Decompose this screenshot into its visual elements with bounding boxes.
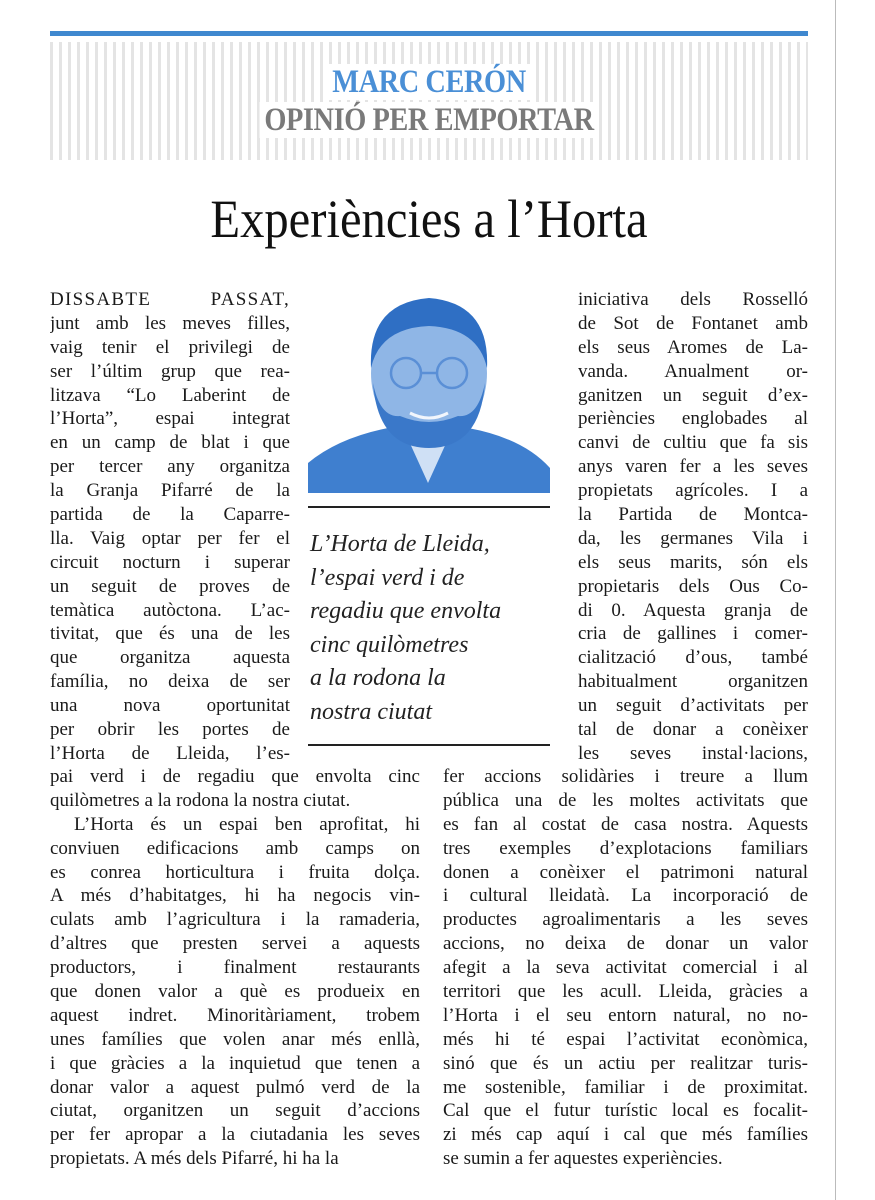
author-name [103,64,755,101]
header-band [50,42,808,160]
text-line: l’Horta”, espai integrat [50,408,290,430]
text-line: pública una de les moltes activitats que [443,789,808,811]
text-line: propietats agrícoles. I a [578,480,808,502]
text-line: quilòmetres a la rodona la nostra ciutat. [50,789,351,811]
text-line: partida de la Caparre- [50,504,290,526]
text-line: canvi de cultiu que fa sis [578,432,808,454]
column-section [103,102,755,139]
text-line: temàtica autòctona. L’ac- [50,599,290,621]
text-line: que donen valor a què es produeix en [50,981,420,1003]
text-line: els seus Aromes de La- [578,336,808,358]
text-line: junt amb les meves filles, [50,312,290,334]
column-left-top [50,288,290,766]
text-line: un seguit d’activitats per [578,695,808,717]
text-line: propietats. A més dels Pifarré, hi ha la [50,1148,339,1170]
text-line: es conrea horticultura i fruita dolça. [50,861,420,883]
pull-quote-line: regadiu que envolta [310,598,502,624]
text-line: vaig tenir el privilegi de [50,336,290,358]
text-line: da, les germanes Vila i [578,527,808,549]
text-line: productes agroalimentaris a les seves [443,909,808,931]
text-line: productors, i finalment restaurants [50,957,420,979]
header-accent-bar [50,31,808,36]
text-line: ganitzen un seguit d’ex- [578,384,808,406]
text-line: família, no deixa de ser [50,671,290,693]
text-line: els seus marits, són els [578,551,808,573]
text-line: per fer apropar a la ciutadania les seves [50,1124,420,1146]
text-line: afegit a la seva activitat comercial i al [443,957,808,979]
pull-quote-line: nostra ciutat [310,698,433,725]
text-line: l’Horta de Lleida, l’es- [50,742,290,764]
column-section-text: OPINIÓ PER EMPORTAR [259,102,599,138]
page-edge [835,0,836,1200]
text-line: propietaris dels Ous Co- [578,575,808,597]
text-line: tal de donar a conèixer [578,719,808,741]
pull-quote-line: cinc quilòmetres [310,631,469,658]
text-line: unes famílies que volen anar més enllà, [50,1028,420,1050]
article-title: Experiències a l’Horta [210,189,648,249]
text-line: una nova oportunitat [50,695,290,717]
text-line: di 0. Aquesta granja de [578,599,808,621]
text-line: la Granja Pifarré de la [50,480,290,502]
column-left-bottom [50,765,420,1171]
text-line: circuit nocturn i superar [50,551,290,573]
text-line: per tercer any organitza [50,456,290,478]
text-line: territori que les acull. Lleida, gràcies a [443,981,808,1003]
text-line: les seves instal·lacions, [578,742,808,764]
column-right-top [578,288,808,766]
text-line: litzava “Lo Laberint de [50,384,290,406]
text-line: ciutat, organitzen un seguit d’accions [50,1100,420,1122]
pull-quote-line: a la rodona la [310,665,446,691]
text-line: en un camp de blat i que [50,432,290,454]
text-line: fer accions solidàries i treure a llum [443,766,808,787]
text-line: Cal que el futur turístic local es focalit- [443,1100,808,1122]
text-line: accions, no deixa de donar un valor [443,933,808,955]
text-line: que organitza aquesta [50,647,290,669]
text-line: periències englobades al [578,408,808,430]
text-line: sinó que és un actiu per realitzar turis- [443,1052,808,1074]
text-line: cria de gallines i comer- [578,623,808,645]
text-line: lla. Vaig optar per fer el [50,527,290,549]
author-name-text: MARC CERÓN [327,64,531,100]
text-line: me sostenible, familiar i de proximitat. [443,1076,808,1098]
text-line: de Sot de Fontanet amb [578,312,808,334]
text-line: més hi té espai l’activitat econòmica, [443,1028,808,1050]
text-line: l’Horta i el seu entorn natural, no no- [443,1004,808,1026]
text-line: aquest indret. Minoritàriament, trobem [50,1004,420,1026]
text-line: cialització d’ous, també [578,647,808,669]
text-line: DISSABTE PASSAT, [50,289,290,310]
text-line: d’altres que presten servei a aquests [50,933,420,955]
text-line: per obrir les portes de [50,719,290,741]
text-line: habitualment organitzen [578,671,808,693]
quote-rule-top [308,506,550,508]
text-line: donar valor a aquest pulmó verd de la [50,1076,420,1098]
text-line: ser l’últim grup que rea- [50,360,290,382]
text-line: iniciativa dels Rosselló [578,289,808,310]
pull-quote [310,528,555,729]
text-line: pai verd i de regadiu que envolta cinc [50,766,420,787]
text-line: se sumin a fer aquestes experiències. [443,1148,723,1170]
pull-quote-line: L’Horta de Lleida, [310,531,490,557]
text-line: vanda. Anualment or- [578,360,808,382]
text-line: culats amb l’agricultura i la ramaderia, [50,909,420,931]
text-line: un seguit de proves de [50,575,290,597]
text-line: i cultural lleidatà. La incorporació de [443,885,808,907]
text-line: es fan al costat de casa nostra. Aquests [443,813,808,835]
text-line: L’Horta és un espai ben aprofitat, hi [74,813,420,835]
text-line: i que gràcies a la inquietud que tenen a [50,1052,420,1074]
quote-rule-bottom [308,744,550,746]
text-line: zi més cap aquí i cal que més famílies [443,1124,808,1146]
author-photo [308,288,550,493]
text-line: donen a conèixer el patrimoni natural [443,861,808,883]
text-line: tivitat, que és una de les [50,623,290,645]
text-line: la Partida de Montca- [578,504,808,526]
pull-quote-line: l’espai verd i de [310,564,465,591]
column-right-bottom [443,765,808,1171]
text-line: conviuen edificacions amb camps on [50,837,420,859]
text-line: tres exemples d’explotacions familiars [443,837,808,859]
text-line: A més d’habitatges, hi ha negocis vin- [50,885,420,907]
text-line: anys varen fer a les seves [578,456,808,478]
